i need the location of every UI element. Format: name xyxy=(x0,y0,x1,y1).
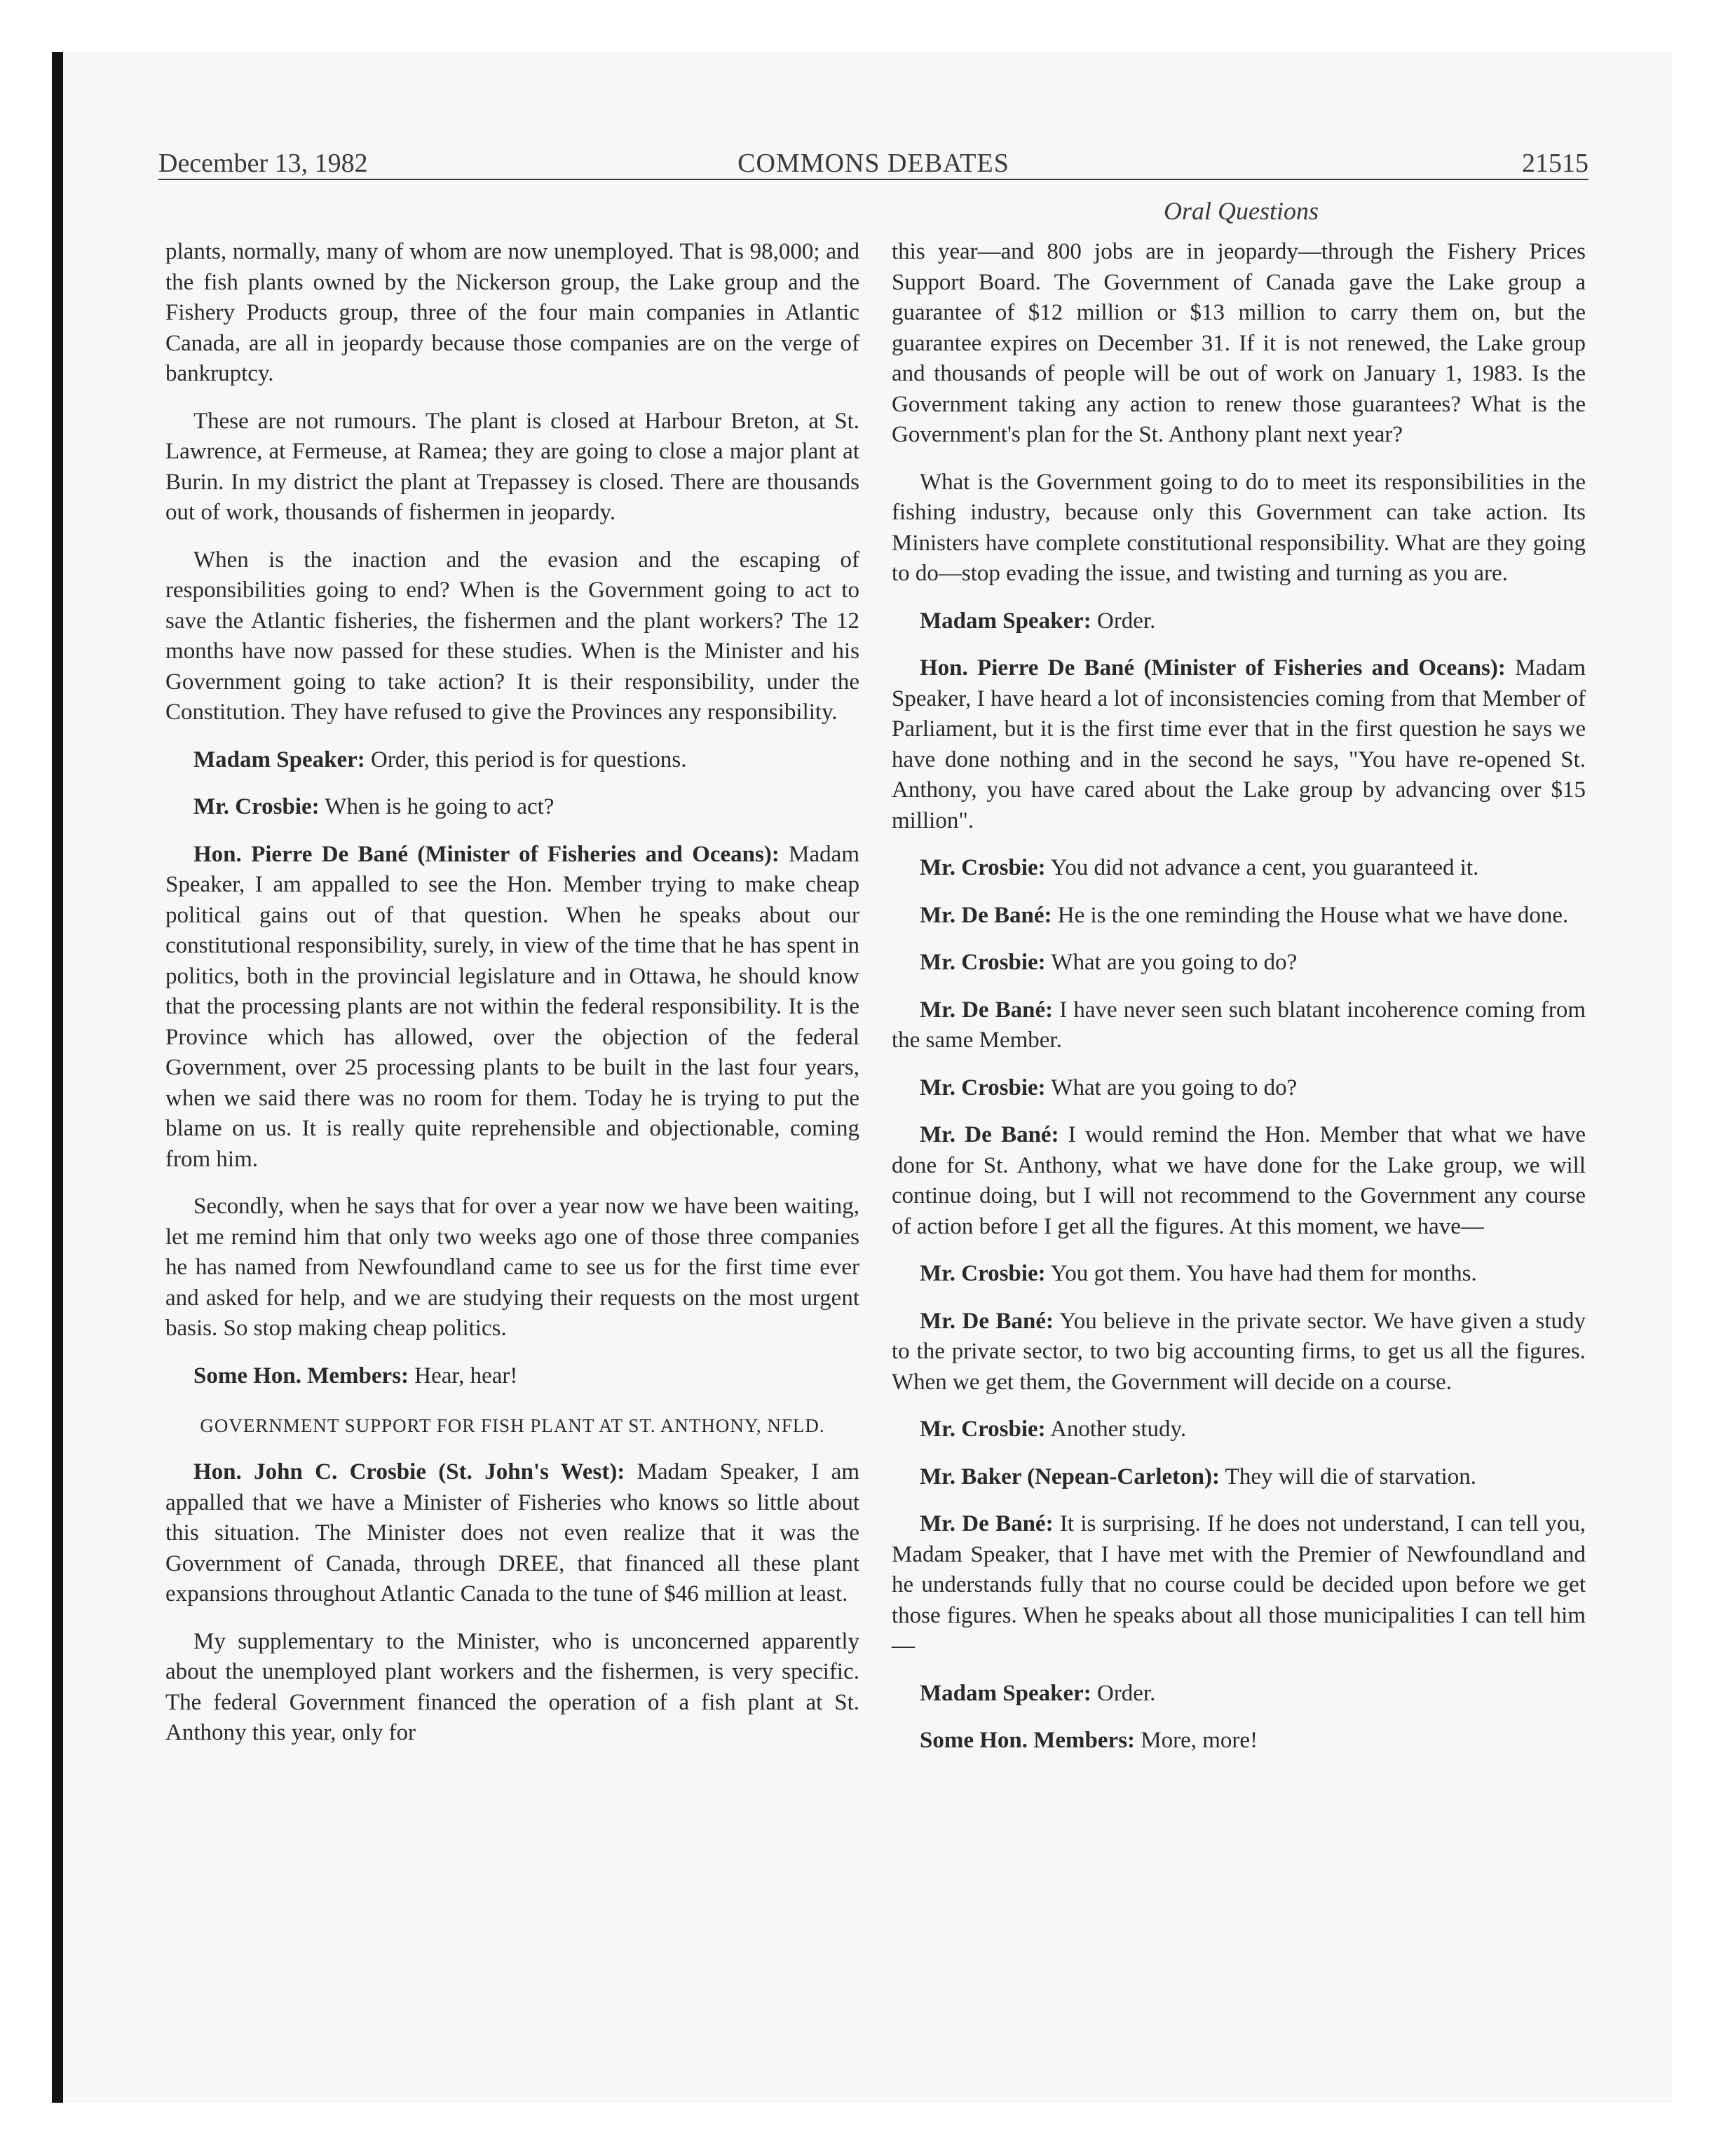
speaker-name: Madam Speaker: xyxy=(193,746,365,772)
speech xyxy=(165,745,859,776)
section-label: Oral Questions xyxy=(1164,197,1319,225)
speech-text: He is the one reminding the House what we have done. xyxy=(1052,902,1569,928)
speech xyxy=(892,653,1586,836)
speaker-name: Hon. Pierre De Bané (Minister of Fisheries and Oceans): xyxy=(193,841,780,867)
speech xyxy=(892,995,1586,1056)
speaker-name: Mr. Baker (Nepean-Carleton): xyxy=(920,1464,1220,1489)
speech xyxy=(892,1306,1586,1398)
speech-text: They will die of starvation. xyxy=(1220,1464,1476,1489)
speaker-name: Mr. De Bané: xyxy=(920,902,1052,928)
paragraph: These are not rumours. The plant is closed at Harbour Breton, at St. Lawrence, at Fermeuse, at Ramea; they are going to close a major plant at Burin. In my district the plant at Trepassey is closed. There are thousands out of work, thousands of fishermen in jeopardy. xyxy=(165,408,859,525)
speech-text: You got them. You have had them for months. xyxy=(1045,1261,1477,1286)
speech xyxy=(165,792,859,823)
left-column xyxy=(165,237,859,1766)
speech xyxy=(892,1726,1586,1756)
speaker-name: Mr. Crosbie: xyxy=(920,1074,1046,1100)
speaker-name: Mr. De Bané: xyxy=(920,997,1054,1023)
speech xyxy=(892,853,1586,884)
header-journal-title: COMMONS DEBATES xyxy=(737,149,1009,178)
header-rule xyxy=(158,179,1588,180)
speech-text: I would remind the Hon. Member that what we have done for St. Anthony, what we have done for the Lake group, we will continue doing, but I will not recommend to the Government any course of action before I get all the figures. At this moment, we have— xyxy=(892,1122,1586,1239)
speech xyxy=(892,1679,1586,1710)
paragraph: My supplementary to the Minister, who is unconcerned apparently about the unemployed plant workers and the fishermen, is very specific. The federal Government financed the operation of a fish plant at St. Anthony this year, only for xyxy=(165,1628,859,1745)
speech-text: Madam Speaker, I am appalled that we have a Minister of Fisheries who knows so little about this situation. The Minister does not even realize that it was the Government of Canada, through DREE, that financed all these plant expansions throughout Atlantic Canada to the tune of $46 million at least. xyxy=(165,1459,859,1606)
paragraph: plants, normally, many of whom are now unemployed. That is 98,000; and the fish plants owned by the Nickerson group, the Lake group and the Fishery Products group, three of the four main companies in Atlantic Canada, are all in jeopardy because those companies are on the verge of bankruptcy. xyxy=(165,239,859,386)
speaker-name: Hon. John C. Crosbie (St. John's West): xyxy=(193,1459,625,1485)
speech-text: When is he going to act? xyxy=(319,794,554,819)
speech xyxy=(892,1509,1586,1662)
speech-text: Madam Speaker, I am appalled to see the Hon. Member trying to make cheap political gains out of that question. When he speaks about our constitutional responsibility, surely, in view of the time that he has spent in politics, both in the provincial legislature and in Ottawa, he should know that the processing plants are not within the federal responsibility. It is the Province which has allowed, over the objection of the federal Government, over 25 processing plants to be built in the last four years, when we said there was no room for them. Today he is trying to put the blame on us. It is really quite reprehensible and objectionable, coming from him. xyxy=(165,841,859,1172)
speech xyxy=(892,1073,1586,1104)
speech-text: What are you going to do? xyxy=(1045,1074,1298,1100)
speech-text: Order. xyxy=(1091,608,1156,634)
speech-text: You believe in the private sector. We have given a study to the private sector, to two big accounting firms, to get us all the figures. When we get them, the Government will decide on a course. xyxy=(892,1308,1586,1395)
scan-edge xyxy=(52,52,63,2103)
speech-text: Order, this period is for questions. xyxy=(365,746,687,772)
speech xyxy=(165,1457,859,1610)
speaker-name: Madam Speaker: xyxy=(920,1680,1091,1706)
speaker-name: Madam Speaker: xyxy=(920,608,1091,634)
speech xyxy=(892,1414,1586,1445)
paragraph: When is the inaction and the evasion and the escaping of responsibilities going to end? When is the Government going to act to save the Atlantic fisheries, the fishermen and the plant workers? The 12 months have now passed for these studies. When is the Minister and his Government going to take action? It is their responsibility, under the Constitution. They have refused to give the Provinces any responsibility. xyxy=(165,547,859,725)
speech xyxy=(892,606,1586,637)
speaker-name: Mr. De Bané: xyxy=(920,1308,1054,1334)
speech-text: I have never seen such blatant incoherence coming from the same Member. xyxy=(892,997,1586,1053)
speech-text: More, more! xyxy=(1135,1728,1258,1753)
speech xyxy=(892,948,1586,978)
speaker-name: Hon. Pierre De Bané (Minister of Fisheries and Oceans): xyxy=(920,655,1506,681)
speaker-name: Mr. De Bané: xyxy=(920,1122,1059,1147)
speech xyxy=(892,901,1586,932)
speech-text: What are you going to do? xyxy=(1045,950,1298,975)
speech-text: It is surprising. If he does not understand, I can tell you, Madam Speaker, that I have met with the Premier of Newfoundland and he understands fully that no course could be decided upon before we get those figures. When he speaks about all those municipalities I can tell him— xyxy=(892,1511,1586,1658)
section-heading: GOVERNMENT SUPPORT FOR FISH PLANT AT ST. ANTHONY, NFLD. xyxy=(200,1415,825,1436)
speech xyxy=(892,1259,1586,1290)
speaker-name: Mr. Crosbie: xyxy=(193,794,320,819)
speech xyxy=(165,840,859,1175)
paragraph: Secondly, when he says that for over a year now we have been waiting, let me remind him that only two weeks ago one of those three companies he has named from Newfoundland came to see us for the first time ever and asked for help, and we are studying their requests on the most urgent basis. So stop making cheap politics. xyxy=(165,1194,859,1341)
speech xyxy=(892,1120,1586,1242)
page-header xyxy=(158,146,1588,181)
speaker-name: Mr. De Bané: xyxy=(920,1511,1054,1536)
speech-text: Another study. xyxy=(1045,1417,1187,1442)
speech-text: You did not advance a cent, you guaranteed it. xyxy=(1045,855,1479,880)
paragraph: What is the Government going to do to meet its responsibilities in the fishing industry, because only this Government can take action. Its Ministers have complete constitutional responsibility. What are they going to do—stop evading the issue, and twisting and turning as you are. xyxy=(892,469,1586,586)
speaker-name: Some Hon. Members: xyxy=(920,1728,1136,1753)
right-column xyxy=(892,237,1586,1773)
speech-text: Madam Speaker, I have heard a lot of inconsistencies coming from that Member of Parliament, but it is the first time ever that in the first question he says we have done nothing and in the second he says, "You have re-opened St. Anthony, you have cared about the Lake group by advancing over $15 million". xyxy=(892,655,1586,833)
speaker-name: Mr. Crosbie: xyxy=(920,855,1046,880)
speaker-name: Some Hon. Members: xyxy=(193,1363,409,1389)
speaker-name: Mr. Crosbie: xyxy=(920,1417,1046,1442)
speaker-name: Mr. Crosbie: xyxy=(920,1261,1046,1286)
speech-text: Hear, hear! xyxy=(409,1363,518,1389)
speech xyxy=(165,1361,859,1392)
header-page-number: 21515 xyxy=(1522,149,1588,178)
speech xyxy=(892,1462,1586,1493)
header-date: December 13, 1982 xyxy=(158,149,368,178)
speaker-name: Mr. Crosbie: xyxy=(920,950,1046,975)
speech-text: Order. xyxy=(1091,1680,1156,1706)
paragraph: this year—and 800 jobs are in jeopardy—through the Fishery Prices Support Board. The Government of Canada gave the Lake group a guarantee of $12 million or $13 million to carry them on, but the guarantee expires on December 31. If it is not renewed, the Lake group and thousands of people will be out of work on January 1, 1983. Is the Government taking any action to renew those guarantees? What is the Government's plan for the St. Anthony plant next year? xyxy=(892,239,1586,447)
